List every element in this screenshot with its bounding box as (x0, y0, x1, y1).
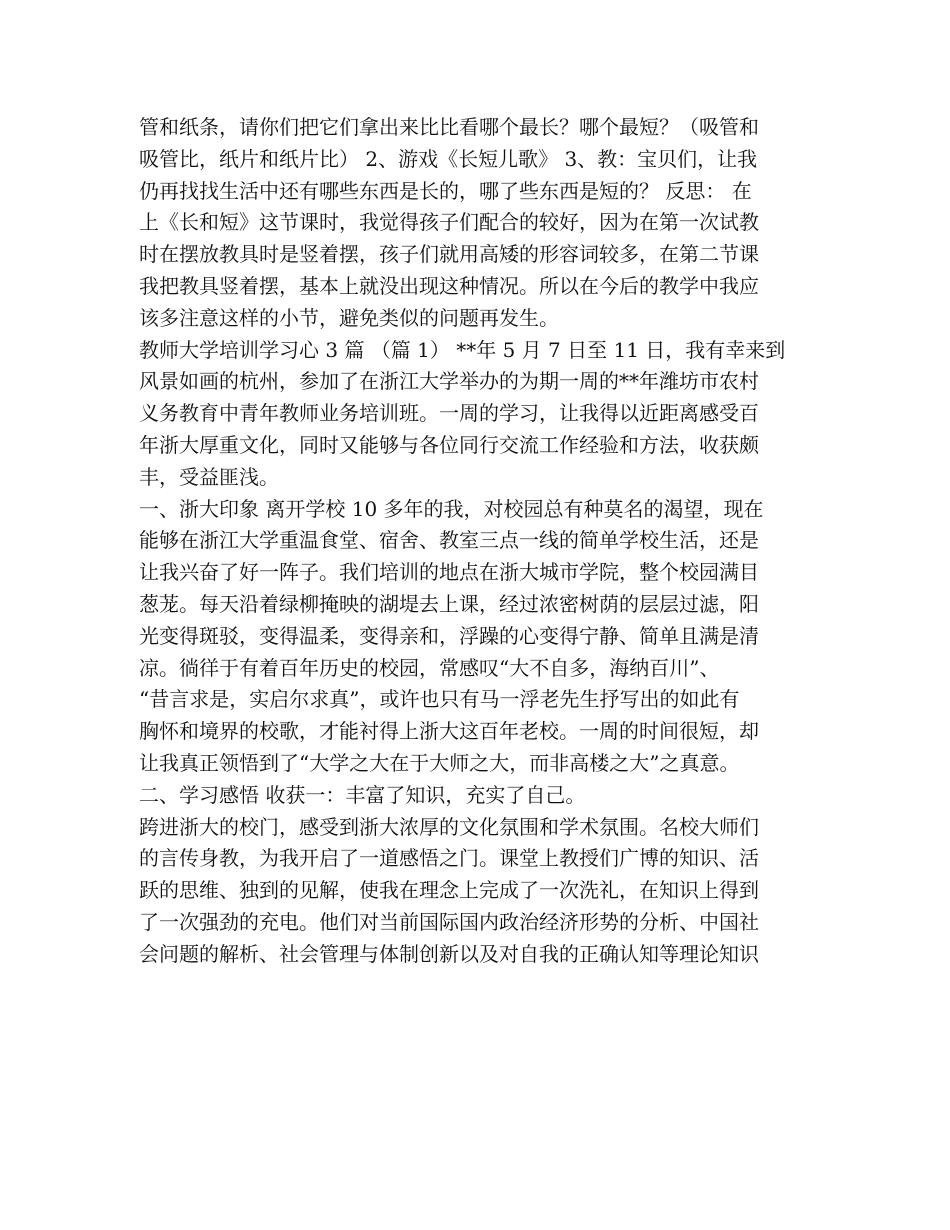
text-line: 仍再找找生活中还有哪些东西是长的，哪了些东西是短的？ 反思： 在 (139, 178, 752, 203)
text-line: 风景如画的杭州，参加了在浙江大学举办的为期一周的**年潍坊市农村 (139, 369, 759, 394)
text-line: 跨进浙大的校门，感受到浙大浓厚的文化氛围和学术氛围。名校大师们 (139, 814, 759, 839)
text-line: 光变得斑驳，变得温柔，变得亲和，浮躁的心变得宁静、简单且满是清 (139, 623, 759, 648)
text-line: 管和纸条，请你们把它们拿出来比比看哪个最长？哪个最短？（吸管和 (139, 115, 759, 139)
text-line: 能够在浙江大学重温食堂、宿舍、教室三点一线的简单学校生活，还是 (139, 528, 759, 553)
section-heading-line: 二、学习感悟 收获一：丰富了知识，充实了自己。 (139, 782, 586, 807)
text-line: 让我真正领悟到了“大学之大在于大师之大，而非高楼之大”之真意。 (139, 750, 740, 775)
section-heading-line: 教师大学培训学习心 3 篇 （篇 1） **年 5 月 7 日至 11 日，我有幸来到 (139, 337, 786, 362)
text-line: 凉。徜徉于有着百年历史的校园，常感叹“大不自多，海纳百川”、 (139, 655, 720, 680)
section-heading-line: 一、浙大印象 离开学校 10 多年的我，对校园总有种莫名的渴望，现在 (139, 496, 764, 521)
text-line: 该多注意这样的小节，避免类似的问题再发生。 (139, 305, 559, 330)
text-line: 了一次强劲的充电。他们对当前国际国内政治经济形势的分析、中国社 (139, 909, 759, 934)
text-line: 葱茏。每天沿着绿柳掩映的湖堤去上课，经过浓密树荫的层层过滤，阳 (139, 591, 759, 616)
text-line: 时在摆放教具时是竖着摆，孩子们就用高矮的形容词较多，在第二节课 (139, 242, 759, 267)
text-line: 丰，受益匪浅。 (139, 464, 279, 489)
text-line: 胸怀和境界的校歌，才能衬得上浙大这百年老校。一周的时间很短，却 (139, 719, 759, 744)
text-line: 的言传身教，为我开启了一道感悟之门。课堂上教授们广博的知识、活 (139, 846, 759, 871)
text-line: 上《长和短》这节课时，我觉得孩子们配合的较好，因为在第一次试教 (139, 210, 759, 235)
text-line: 让我兴奋了好一阵子。我们培训的地点在浙大城市学院，整个校园满目 (139, 560, 759, 585)
text-line: 我把教具竖着摆，基本上就没出现这种情况。所以在今后的教学中我应 (139, 273, 759, 298)
document-body (139, 112, 814, 971)
text-line: “昔言求是，实启尔求真”，或许也只有马一浮老先生抒写出的如此有 (139, 687, 740, 712)
text-line: 跃的思维、独到的见解，使我在理念上完成了一次洗礼，在知识上得到 (139, 878, 759, 903)
text-line: 会问题的解析、社会管理与体制创新以及对自我的正确认知等理论知识 (139, 941, 759, 966)
text-line: 年浙大厚重文化，同时又能够与各位同行交流工作经验和方法，收获颇 (139, 432, 759, 457)
text-line: 义务教育中青年教师业务培训班。一周的学习，让我得以近距离感受百 (139, 401, 759, 426)
text-line: 吸管比，纸片和纸片比） 2、游戏《长短儿歌》 3、教：宝贝们，让我 (139, 146, 758, 171)
